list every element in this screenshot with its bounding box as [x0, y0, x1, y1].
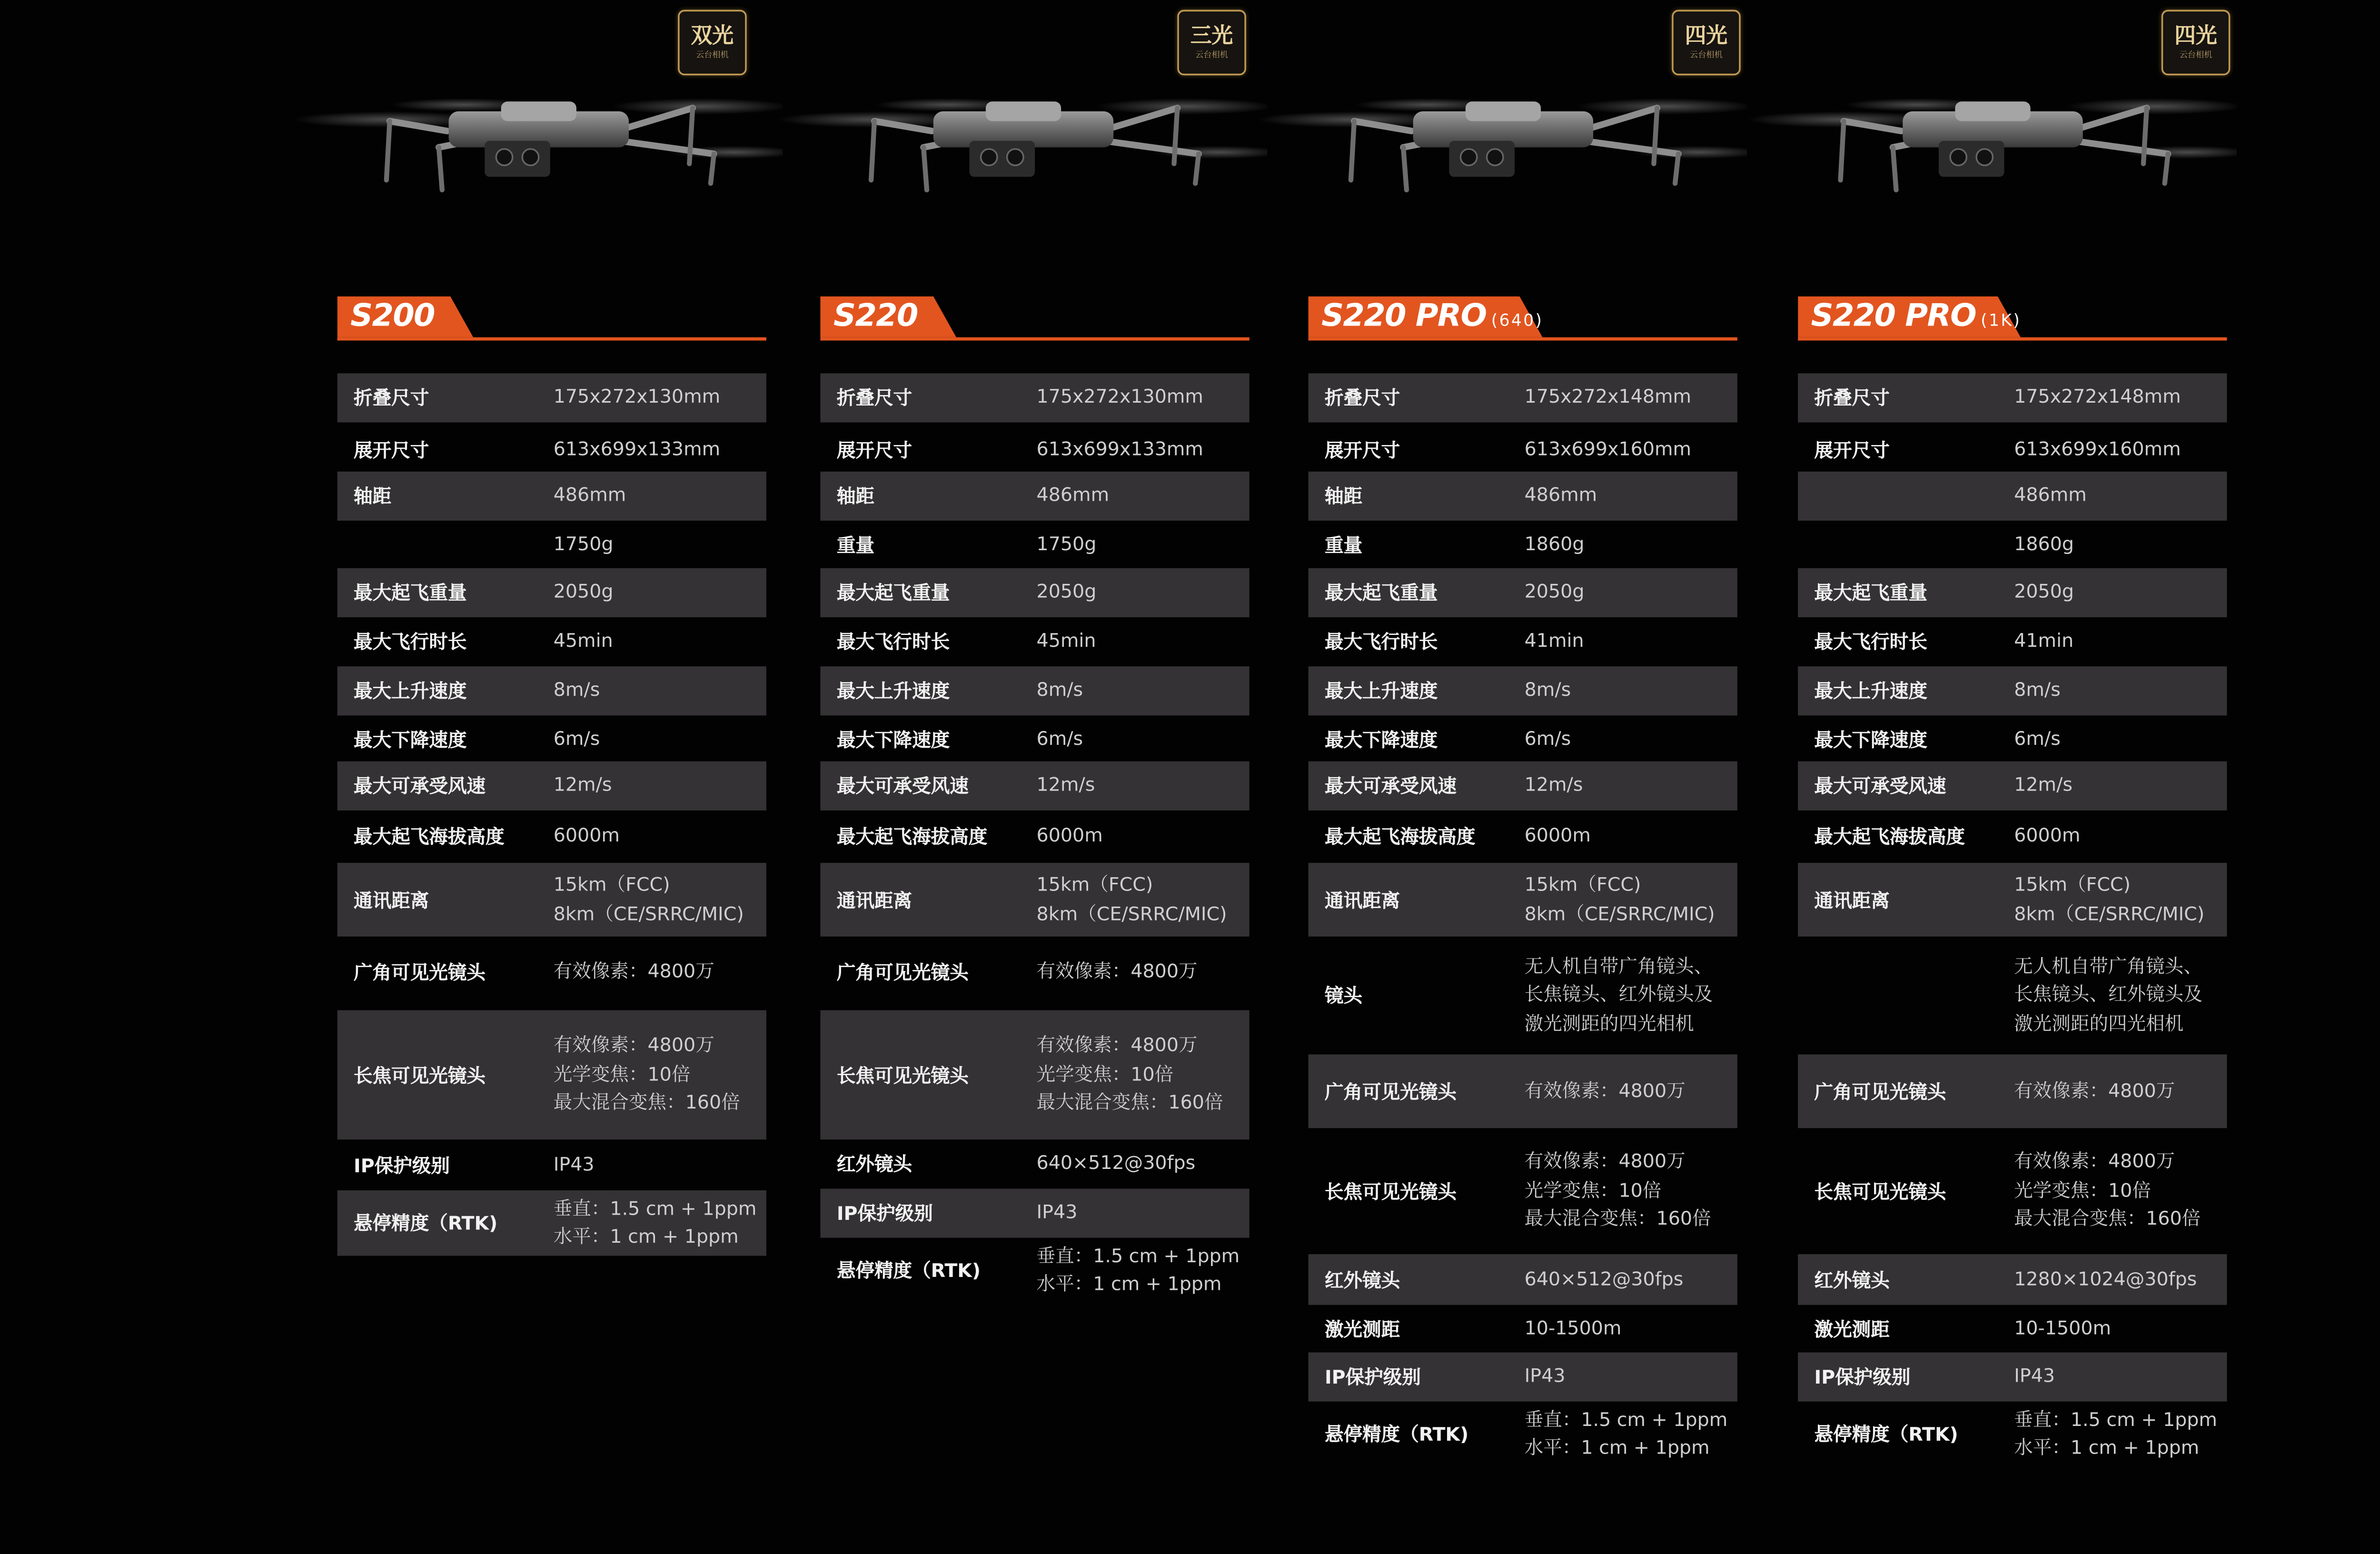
spec-row	[1798, 373, 2227, 422]
spec-label: 长焦可见光镜头	[354, 1063, 486, 1087]
spec-label: 最大飞行时长	[1324, 630, 1438, 653]
spec-value: 垂直：1.5 cm + 1ppm 水平：1 cm + 1ppm	[2014, 1407, 2217, 1459]
spec-row	[820, 373, 1249, 422]
spec-row	[337, 1190, 766, 1256]
spec-row	[1798, 1054, 2227, 1128]
spec-label: 最大上升速度	[836, 679, 950, 703]
spec-row	[337, 472, 766, 521]
badge-sublabel: 云台相机	[2179, 49, 2212, 60]
spec-label: IP保护级别	[1814, 1365, 1911, 1389]
spec-label: 最大可承受风速	[1324, 774, 1457, 798]
spec-value: 1280×1024@30fps	[2014, 1267, 2197, 1290]
spec-row	[820, 568, 1249, 617]
badge-label: 四光	[1685, 23, 1728, 49]
spec-value: 1860g	[1524, 532, 1585, 556]
spec-row	[1798, 1402, 2227, 1467]
spec-row	[1798, 863, 2227, 937]
spec-value: 有效像素：4800万 光学变焦：10倍 最大混合变焦：160倍	[2014, 1149, 2201, 1230]
spec-row	[1309, 666, 1737, 715]
spec-label: 展开尺寸	[836, 438, 912, 461]
spec-row	[820, 863, 1249, 937]
spec-row	[820, 666, 1249, 715]
spec-row	[820, 937, 1249, 1009]
spec-row	[337, 937, 766, 1009]
spec-row	[1309, 472, 1737, 521]
spec-value: 12m/s	[1524, 773, 1583, 796]
spec-label: 长焦可见光镜头	[836, 1063, 969, 1087]
spec-label: 悬停精度（RTK)	[354, 1211, 498, 1235]
spec-row	[337, 811, 766, 863]
spec-label: 镜头	[1324, 984, 1363, 1007]
spec-value: 41min	[2014, 629, 2074, 652]
spec-label: IP保护级别	[1324, 1365, 1421, 1389]
spec-label: 通讯距离	[1324, 888, 1400, 911]
spec-label: 展开尺寸	[1324, 438, 1400, 461]
spec-row	[1798, 472, 2227, 521]
spec-value: 175x272x148mm	[2014, 385, 2181, 408]
model-name	[1811, 297, 2022, 337]
spec-label: 最大飞行时长	[1814, 630, 1927, 653]
spec-row	[337, 666, 766, 715]
spec-label: 最大起飞重量	[1324, 581, 1438, 604]
spec-value: 1860g	[2014, 532, 2074, 556]
spec-label: 展开尺寸	[1814, 438, 1890, 461]
spec-value: 6m/s	[1036, 727, 1083, 751]
spec-value: 613x699x160mm	[1524, 436, 1692, 460]
spec-row	[337, 762, 766, 811]
spec-value: IP43	[1524, 1364, 1566, 1387]
badge-label: 三光	[1190, 23, 1233, 49]
spec-row	[337, 426, 766, 473]
spec-row	[820, 715, 1249, 764]
spec-value: 12m/s	[2014, 773, 2073, 796]
spec-label: 折叠尺寸	[1814, 386, 1890, 409]
spec-row	[1309, 568, 1737, 617]
drone-image	[1256, 82, 1747, 213]
spec-value: 8m/s	[1524, 678, 1571, 702]
spec-label: 最大下降速度	[836, 728, 950, 752]
camera-badge	[1177, 10, 1246, 76]
spec-row	[1798, 1305, 2227, 1354]
spec-row	[1309, 863, 1737, 937]
spec-label: 最大下降速度	[354, 728, 467, 752]
spec-label: 长焦可见光镜头	[1814, 1179, 1946, 1203]
spec-row	[820, 811, 1249, 863]
spec-row	[820, 617, 1249, 666]
spec-value: 45min	[553, 629, 613, 652]
spec-value: 15km（FCC) 8km（CE/SRRC/MIC)	[1036, 872, 1227, 924]
spec-label: 重量	[836, 534, 874, 557]
spec-row	[337, 373, 766, 422]
spec-label: 折叠尺寸	[354, 386, 429, 409]
spec-label: 最大起飞重量	[1814, 581, 1927, 604]
model-header	[1798, 297, 2227, 341]
spec-row	[337, 521, 766, 570]
spec-label: 重量	[1324, 534, 1363, 557]
spec-row	[337, 617, 766, 666]
spec-value: 486mm	[1524, 483, 1597, 506]
spec-value: 垂直：1.5 cm + 1ppm 水平：1 cm + 1ppm	[553, 1196, 757, 1248]
spec-row	[1798, 762, 2227, 811]
spec-label: 广角可见光镜头	[1814, 1079, 1946, 1103]
spec-row	[820, 1188, 1249, 1237]
spec-value: 10-1500m	[2014, 1316, 2112, 1340]
spec-row	[1798, 1352, 2227, 1401]
spec-row	[1309, 521, 1737, 570]
model-name	[833, 297, 922, 337]
camera-badge	[678, 10, 746, 76]
spec-label: 最大上升速度	[1324, 679, 1438, 703]
spec-value: 2050g	[1524, 580, 1585, 603]
spec-label: 通讯距离	[1814, 888, 1890, 911]
spec-value: 640×512@30fps	[1524, 1267, 1684, 1290]
spec-label: 最大起飞重量	[354, 581, 467, 604]
header-underline	[1309, 337, 1737, 341]
spec-row	[1798, 521, 2227, 570]
spec-label: 广角可见光镜头	[354, 961, 486, 984]
spec-label: 激光测距	[1324, 1318, 1400, 1341]
spec-label: 最大上升速度	[1814, 679, 1927, 703]
spec-row	[337, 1139, 766, 1190]
spec-label: 悬停精度（RTK)	[1814, 1423, 1958, 1446]
spec-label: 展开尺寸	[354, 438, 429, 461]
spec-row	[820, 1139, 1249, 1188]
header-underline	[337, 337, 766, 341]
spec-label: 最大可承受风速	[354, 774, 486, 798]
spec-value: 12m/s	[1036, 773, 1095, 796]
spec-label: 激光测距	[1814, 1318, 1890, 1341]
badge-label: 四光	[2174, 23, 2217, 49]
spec-value: 有效像素：4800万	[2014, 1079, 2175, 1102]
model-name-text: S200	[350, 298, 435, 334]
spec-value: 2050g	[1036, 580, 1097, 603]
spec-row	[1309, 1254, 1737, 1305]
spec-label: 最大上升速度	[354, 679, 467, 703]
spec-label: 红外镜头	[1324, 1268, 1400, 1291]
spec-label: IP保护级别	[836, 1201, 933, 1225]
badge-sublabel: 云台相机	[1195, 49, 1228, 60]
spec-label: 折叠尺寸	[836, 386, 912, 409]
spec-label: 悬停精度（RTK)	[1324, 1423, 1469, 1446]
spec-value: 有效像素：4800万 光学变焦：10倍 最大混合变焦：160倍	[1524, 1149, 1711, 1230]
spec-row	[1798, 1128, 2227, 1254]
spec-row	[337, 715, 766, 764]
spec-value: 有效像素：4800万 光学变焦：10倍 最大混合变焦：160倍	[553, 1033, 740, 1114]
model-suffix: (640)	[1491, 313, 1544, 331]
spec-label: 最大可承受风速	[1814, 774, 1946, 798]
model-header	[1309, 297, 1737, 341]
camera-badge	[1672, 10, 1740, 76]
spec-row	[1309, 937, 1737, 1055]
spec-value: 无人机自带广角镜头、 长焦镜头、红外镜头及 激光测距的四光相机	[2014, 954, 2202, 1035]
spec-label: 最大飞行时长	[354, 630, 467, 653]
spec-value: 6000m	[2014, 824, 2081, 847]
spec-row	[1798, 715, 2227, 764]
spec-value: 8m/s	[1036, 678, 1083, 702]
spec-label: 最大下降速度	[1814, 728, 1927, 752]
spec-value: 垂直：1.5 cm + 1ppm 水平：1 cm + 1ppm	[1524, 1407, 1728, 1459]
spec-value: 486mm	[553, 483, 626, 506]
spec-label: 通讯距离	[836, 888, 912, 911]
spec-value: 2050g	[553, 580, 614, 603]
spec-label: 最大起飞重量	[836, 581, 950, 604]
spec-value: 613x699x133mm	[553, 436, 721, 460]
spec-value: 41min	[1524, 629, 1584, 652]
spec-row	[1798, 1254, 2227, 1305]
spec-value: 8m/s	[553, 678, 600, 702]
spec-value: 6m/s	[1524, 727, 1571, 751]
spec-label: 最大可承受风速	[836, 774, 969, 798]
spec-label: 最大飞行时长	[836, 630, 950, 653]
spec-row	[1309, 1402, 1737, 1467]
spec-value: 6000m	[1524, 824, 1591, 847]
spec-label: IP保护级别	[354, 1153, 450, 1177]
spec-label: 悬停精度（RTK)	[836, 1259, 981, 1282]
spec-label: 红外镜头	[1814, 1268, 1890, 1291]
model-name	[1321, 297, 1543, 337]
spec-row	[1309, 1305, 1737, 1354]
spec-value: 有效像素：4800万	[1036, 960, 1198, 983]
spec-value: 垂直：1.5 cm + 1ppm 水平：1 cm + 1ppm	[1036, 1243, 1240, 1296]
spec-value: 6000m	[553, 824, 620, 847]
spec-value: 6000m	[1036, 824, 1103, 847]
spec-row	[820, 1010, 1249, 1139]
spec-label: 最大下降速度	[1324, 728, 1438, 752]
spec-row	[820, 1238, 1249, 1304]
spec-value: 15km（FCC) 8km（CE/SRRC/MIC)	[2014, 872, 2205, 924]
model-header	[337, 297, 766, 341]
spec-row	[1309, 762, 1737, 811]
spec-value: 15km（FCC) 8km（CE/SRRC/MIC)	[1524, 872, 1715, 924]
spec-row	[1798, 617, 2227, 666]
spec-value: IP43	[2014, 1364, 2055, 1387]
spec-value: 6m/s	[553, 727, 600, 751]
model-suffix: (1K)	[1981, 313, 2022, 331]
spec-row	[820, 472, 1249, 521]
drone-image	[776, 82, 1268, 213]
spec-row	[1309, 426, 1737, 473]
model-name	[350, 297, 439, 337]
spec-label: 最大起飞海拔高度	[836, 825, 988, 848]
spec-value: 486mm	[1036, 483, 1110, 506]
spec-value: 无人机自带广角镜头、 长焦镜头、红外镜头及 激光测距的四光相机	[1524, 954, 1713, 1035]
spec-value: 486mm	[2014, 483, 2087, 506]
spec-label: 通讯距离	[354, 888, 429, 911]
header-underline	[1798, 337, 2227, 341]
spec-row	[337, 1010, 766, 1139]
spec-label: 轴距	[354, 485, 392, 508]
spec-label: 轴距	[1324, 485, 1363, 508]
spec-row	[820, 762, 1249, 811]
spec-value: IP43	[553, 1152, 595, 1176]
drone-image	[291, 82, 783, 213]
model-name-text: S220 PRO	[1811, 298, 1976, 334]
spec-label: 轴距	[836, 485, 874, 508]
spec-row	[1798, 426, 2227, 473]
spec-row	[1309, 811, 1737, 863]
spec-label: 最大起飞海拔高度	[354, 825, 505, 848]
spec-value: 45min	[1036, 629, 1096, 652]
spec-value: 175x272x130mm	[553, 385, 721, 408]
model-name-text: S220 PRO	[1321, 298, 1487, 334]
spec-value: 10-1500m	[1524, 1316, 1622, 1340]
spec-row	[1309, 715, 1737, 764]
spec-value: 有效像素：4800万 光学变焦：10倍 最大混合变焦：160倍	[1036, 1033, 1223, 1114]
spec-label: 最大起飞海拔高度	[1814, 825, 1965, 848]
spec-label: 长焦可见光镜头	[1324, 1179, 1457, 1203]
spec-value: 175x272x130mm	[1036, 385, 1203, 408]
spec-value: 640×512@30fps	[1036, 1151, 1196, 1175]
spec-label: 最大起飞海拔高度	[1324, 825, 1476, 848]
spec-value: IP43	[1036, 1200, 1078, 1224]
header-underline	[820, 337, 1249, 341]
spec-row	[1309, 1352, 1737, 1401]
badge-sublabel: 云台相机	[1690, 49, 1723, 60]
spec-label: 广角可见光镜头	[836, 961, 969, 984]
spec-value: 1750g	[1036, 532, 1097, 556]
spec-row	[337, 568, 766, 617]
spec-value: 6m/s	[2014, 727, 2061, 751]
badge-label: 双光	[691, 23, 734, 49]
spec-value: 1750g	[553, 532, 614, 556]
spec-value: 有效像素：4800万	[1524, 1079, 1686, 1102]
spec-value: 15km（FCC) 8km（CE/SRRC/MIC)	[553, 872, 744, 924]
spec-row	[820, 521, 1249, 570]
spec-value: 12m/s	[553, 773, 612, 796]
spec-row	[820, 426, 1249, 473]
model-header	[820, 297, 1249, 341]
drone-image	[1745, 82, 2237, 213]
spec-row	[337, 863, 766, 937]
spec-label: 广角可见光镜头	[1324, 1079, 1457, 1103]
model-name-text: S220	[833, 298, 918, 334]
spec-value: 175x272x148mm	[1524, 385, 1692, 408]
spec-row	[1309, 1054, 1737, 1128]
spec-row	[1798, 937, 2227, 1055]
spec-row	[1309, 1128, 1737, 1254]
spec-value: 2050g	[2014, 580, 2074, 603]
camera-badge	[2162, 10, 2230, 76]
spec-row	[1798, 811, 2227, 863]
spec-label: 红外镜头	[836, 1152, 912, 1176]
spec-label: 折叠尺寸	[1324, 386, 1400, 409]
badge-sublabel: 云台相机	[695, 49, 729, 60]
spec-row	[1798, 568, 2227, 617]
spec-value: 有效像素：4800万	[553, 960, 714, 983]
spec-value: 613x699x133mm	[1036, 436, 1203, 460]
spec-row	[1309, 617, 1737, 666]
spec-row	[1309, 373, 1737, 422]
spec-value: 8m/s	[2014, 678, 2061, 702]
spec-row	[1798, 666, 2227, 715]
spec-value: 613x699x160mm	[2014, 436, 2181, 460]
